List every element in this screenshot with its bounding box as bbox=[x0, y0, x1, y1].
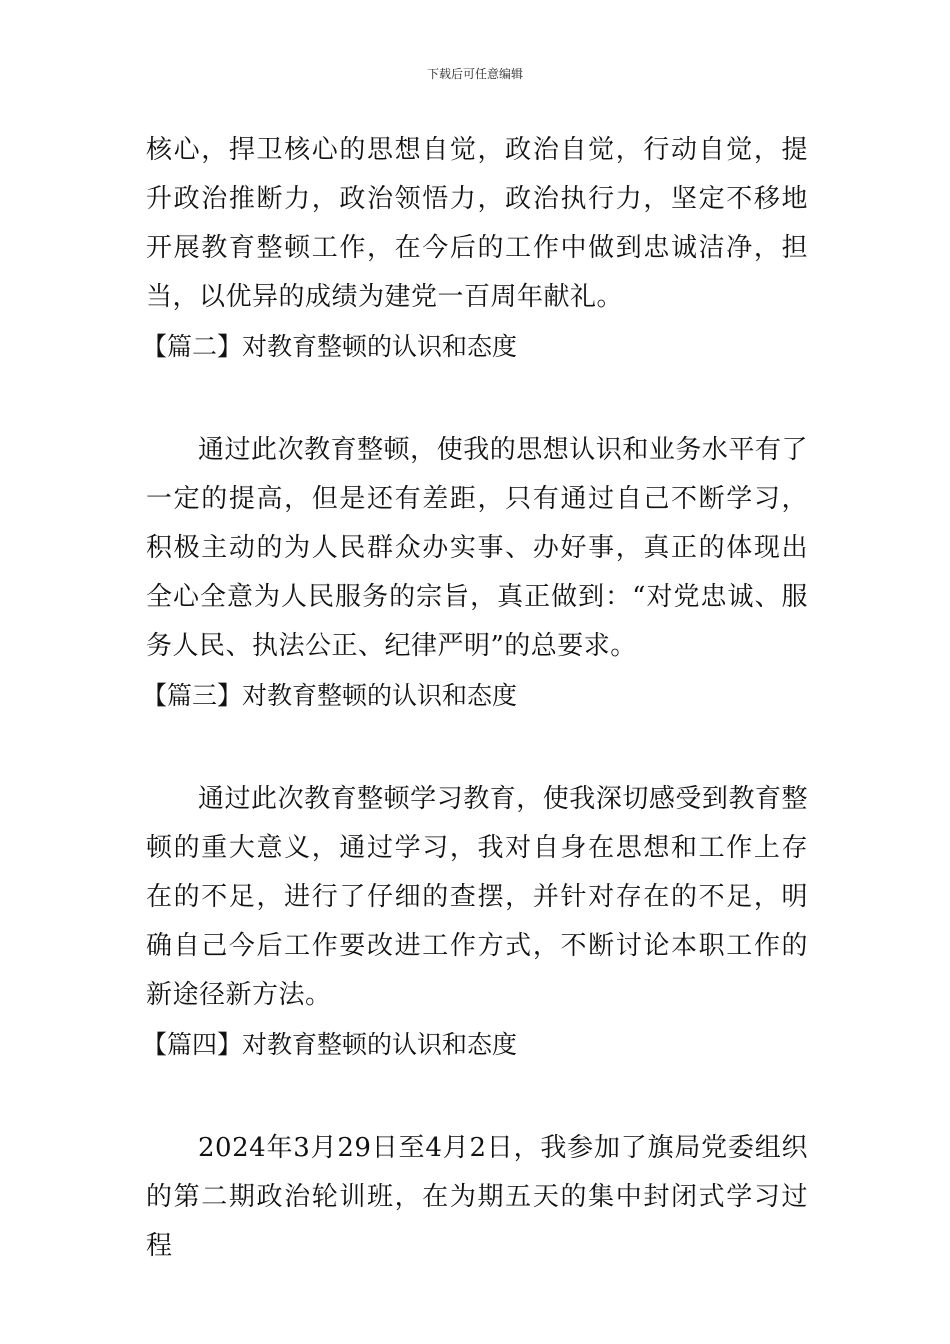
spacer bbox=[146, 371, 808, 426]
paragraph-section-3: 通过此次教育整顿学习教育，使我深切感受到教育整顿的重大意义，通过学习，我对自身在思想和工作上存在的不足，进行了仔细的查摆，并针对存在的不足，明确自己今后工作要改进工作方式，不断讨论本职工作的新途径新方法。 bbox=[146, 784, 808, 1010]
page-header: 下载后可任意编辑 bbox=[426, 67, 523, 81]
section-heading-3: 【篇三】对教育整顿的认识和态度 bbox=[142, 681, 518, 710]
paragraph-continued: 核心，捍卫核心的思想自觉，政治自觉，行动自觉，提升政治推断力，政治领悟力，政治执行力，坚定不移地开展教育整顿工作，在今后的工作中做到忠诚洁净，担当，以优异的成绩为建党一百周年献礼。 bbox=[146, 135, 808, 312]
section-heading-4: 【篇四】对教育整顿的认识和态度 bbox=[142, 1030, 518, 1059]
spacer bbox=[146, 1069, 808, 1124]
spacer bbox=[146, 720, 808, 775]
document-body bbox=[142, 126, 808, 1271]
section-heading-2: 【篇二】对教育整顿的认识和态度 bbox=[142, 332, 518, 361]
paragraph-section-4: 2024年3月29日至4月2日，我参加了旗局党委组织的第二期政治轮训班，在为期五天的集中封闭式学习过程 bbox=[146, 1133, 808, 1261]
paragraph-section-2: 通过此次教育整顿，使我的思想认识和业务水平有了一定的提高，但是还有差距，只有通过自己不断学习，积极主动的为人民群众办实事、办好事，真正的体现出全心全意为人民服务的宗旨，真正做到：“对党忠诚、服务人民、执法公正、纪律严明”的总要求。 bbox=[146, 435, 808, 661]
